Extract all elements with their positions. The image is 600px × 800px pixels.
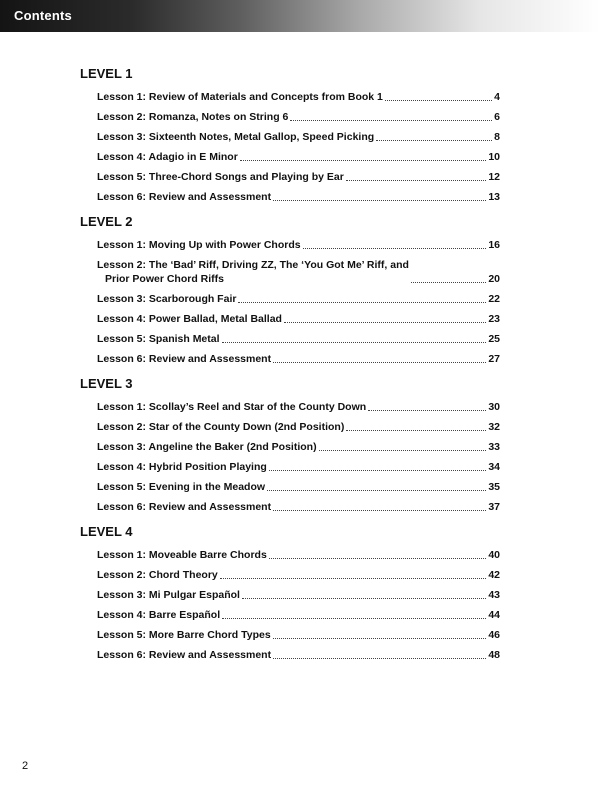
toc-entry[interactable]	[80, 286, 500, 306]
toc-entry[interactable]	[80, 104, 500, 124]
toc-entry-title: Lesson 3: Angeline the Baker (2nd Position)	[97, 441, 317, 453]
dot-leader	[368, 410, 486, 411]
level-section	[80, 522, 500, 662]
toc-entry-title: Lesson 1: Review of Materials and Concepts from Book 1	[97, 91, 383, 103]
toc-entry-page: 30	[488, 401, 500, 413]
dot-leader	[411, 282, 486, 283]
toc-entry-title: Lesson 1: Scollay’s Reel and Star of the County Down	[97, 401, 367, 413]
dot-leader	[273, 200, 486, 201]
toc-entry-title: Lesson 3: Scarborough Fair	[97, 293, 237, 305]
toc-entry-title: Lesson 3: Sixteenth Notes, Metal Gallop, Speed Picking	[97, 131, 375, 143]
toc-entry-page: 37	[488, 501, 500, 513]
toc-entry-title: Lesson 6: Review and Assessment	[97, 649, 272, 661]
toc-entry-title: Lesson 6: Review and Assessment	[97, 353, 272, 365]
toc-entry[interactable]	[80, 414, 500, 434]
dot-leader	[238, 302, 486, 303]
toc-entry-title: Lesson 4: Adagio in E Minor	[97, 151, 238, 163]
toc-entry-title: Lesson 5: Spanish Metal	[97, 333, 220, 345]
dot-leader	[376, 140, 492, 141]
toc-entry-page: 13	[488, 191, 500, 203]
toc-entry-page: 44	[488, 609, 500, 621]
toc-entry[interactable]	[80, 542, 500, 562]
toc-entry-page: 23	[488, 313, 500, 325]
toc-entry-title: Lesson 2: Star of the County Down (2nd Position)	[97, 421, 345, 433]
toc-entry[interactable]	[80, 346, 500, 366]
dot-leader	[220, 578, 487, 579]
level-section	[80, 374, 500, 514]
toc-entry-page: 20	[488, 273, 500, 285]
dot-leader	[242, 598, 486, 599]
dot-leader	[273, 362, 486, 363]
dot-leader	[222, 342, 487, 343]
toc-entry[interactable]	[80, 184, 500, 204]
toc-entry-page: 8	[494, 131, 500, 143]
toc-entry-page: 43	[488, 589, 500, 601]
dot-leader	[319, 450, 487, 451]
toc-entry[interactable]	[80, 562, 500, 582]
toc-entry[interactable]	[80, 622, 500, 642]
toc-entry-title: Lesson 2: Romanza, Notes on String 6	[97, 111, 289, 123]
level-heading: LEVEL 3	[80, 376, 133, 391]
toc-entry-title: Lesson 4: Power Ballad, Metal Ballad	[97, 313, 282, 325]
toc-entry-title: Lesson 4: Barre Español	[97, 609, 221, 621]
toc-entry-title: Lesson 5: Evening in the Meadow	[97, 481, 266, 493]
level-section	[80, 64, 500, 204]
dot-leader	[269, 470, 487, 471]
toc-entry-page: 32	[488, 421, 500, 433]
toc-entry[interactable]	[80, 602, 500, 622]
page-header-title: Contents	[14, 8, 72, 23]
toc-entry-page: 4	[494, 91, 500, 103]
toc-entry[interactable]	[80, 306, 500, 326]
dot-leader	[269, 558, 487, 559]
toc-entry[interactable]	[80, 642, 500, 662]
toc-entry-page: 46	[488, 629, 500, 641]
toc-entry[interactable]	[80, 232, 500, 252]
toc-entry-page: 25	[488, 333, 500, 345]
toc-entry[interactable]	[80, 474, 500, 494]
dot-leader	[240, 160, 487, 161]
toc-entry-page: 27	[488, 353, 500, 365]
level-heading: LEVEL 4	[80, 524, 133, 539]
level-heading: LEVEL 1	[80, 66, 133, 81]
dot-leader	[273, 638, 487, 639]
toc-entry-page: 40	[488, 549, 500, 561]
dot-leader	[303, 248, 487, 249]
level-section	[80, 212, 500, 366]
level-heading: LEVEL 2	[80, 214, 133, 229]
dot-leader	[222, 618, 486, 619]
toc-entry-title: Lesson 6: Review and Assessment	[97, 501, 272, 513]
toc-entry[interactable]	[80, 84, 500, 104]
toc-entry-page: 6	[494, 111, 500, 123]
toc-entry-title: Lesson 3: Mi Pulgar Español	[97, 589, 240, 601]
toc-entry-title: Lesson 5: More Barre Chord Types	[97, 629, 271, 641]
toc-entry-page: 42	[488, 569, 500, 581]
toc-entry[interactable]	[80, 124, 500, 144]
dot-leader	[346, 430, 486, 431]
toc-entry-title: Lesson 1: Moveable Barre Chords	[97, 549, 267, 561]
header-band	[0, 0, 600, 32]
toc-entry[interactable]	[80, 394, 500, 414]
dot-leader	[267, 490, 486, 491]
toc-entry[interactable]	[80, 144, 500, 164]
toc-entry-title: Lesson 2: Chord Theory	[97, 569, 218, 581]
toc-entry-page: 33	[488, 441, 500, 453]
toc-entry-page: 10	[488, 151, 500, 163]
toc-entry-title-line1: Lesson 2: The ‘Bad’ Riff, Driving ZZ, The ‘You Got Me’ Riff, and	[97, 259, 409, 271]
toc-entry-page: 22	[488, 293, 500, 305]
table-of-contents	[80, 64, 500, 670]
toc-entry-title	[97, 258, 409, 286]
toc-entry[interactable]	[80, 582, 500, 602]
toc-entry[interactable]	[80, 454, 500, 474]
toc-entry[interactable]	[80, 252, 500, 286]
toc-entry-page: 16	[488, 239, 500, 251]
toc-entry-page: 48	[488, 649, 500, 661]
dot-leader	[273, 510, 486, 511]
toc-entry-page: 34	[488, 461, 500, 473]
dot-leader	[273, 658, 486, 659]
toc-entry-title-line2: Prior Power Chord Riffs	[105, 273, 225, 285]
toc-entry[interactable]	[80, 494, 500, 514]
toc-entry-title: Lesson 6: Review and Assessment	[97, 191, 272, 203]
toc-entry-title: Lesson 1: Moving Up with Power Chords	[97, 239, 301, 251]
dot-leader	[290, 120, 492, 121]
toc-entry[interactable]	[80, 326, 500, 346]
dot-leader	[284, 322, 486, 323]
toc-entry-title: Lesson 4: Hybrid Position Playing	[97, 461, 267, 473]
dot-leader	[385, 100, 492, 101]
toc-entry[interactable]	[80, 164, 500, 184]
dot-leader	[346, 180, 487, 181]
toc-entry-page: 35	[488, 481, 500, 493]
toc-entry[interactable]	[80, 434, 500, 454]
toc-entry-page: 12	[488, 171, 500, 183]
toc-entry-title: Lesson 5: Three-Chord Songs and Playing by Ear	[97, 171, 344, 183]
page-number: 2	[22, 760, 29, 772]
